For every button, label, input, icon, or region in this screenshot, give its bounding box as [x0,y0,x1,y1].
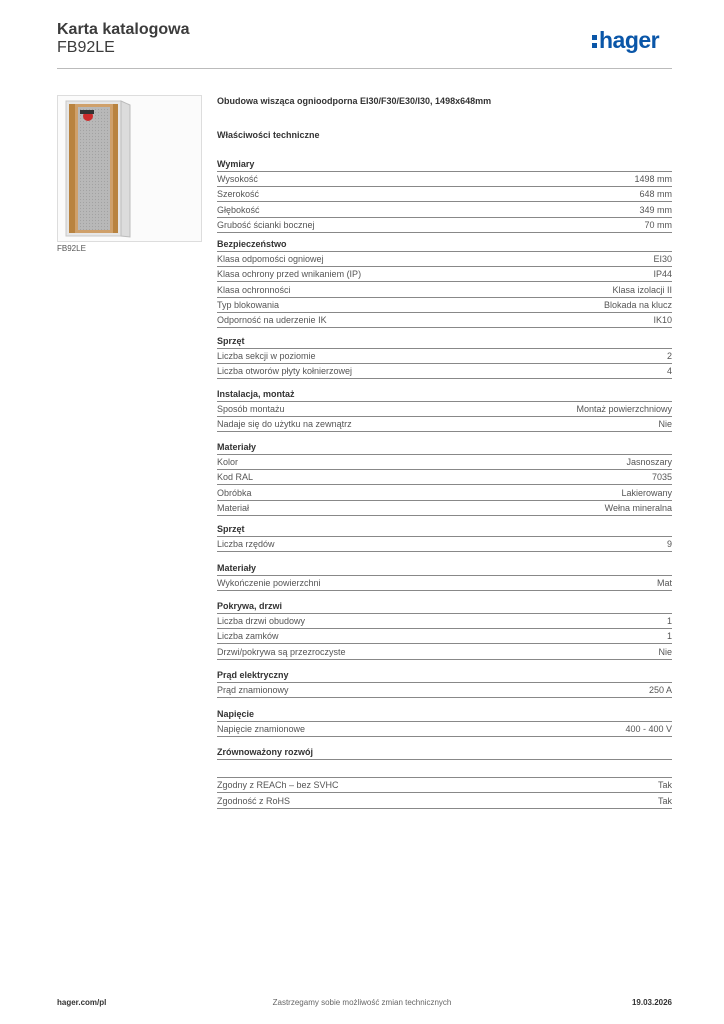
section-title: Materiały [217,561,672,576]
spec-label: Napięcie znamionowe [217,724,306,734]
footer-date: 19.03.2026 [631,998,672,1007]
section-title: Pokrywa, drzwi [217,599,672,614]
section-title: Sprzęt [217,334,672,349]
spec-label: Zgodny z REACh – bez SVHC [217,780,339,791]
spec-value: IP44 [653,269,672,280]
spec-value: Jasnoszary [626,457,672,467]
spec-row [217,402,672,417]
spec-label: Wysokość [217,174,258,184]
spec-value: 1 [666,631,672,642]
spec-value: 2 [666,351,672,361]
spec-value: 9 [666,539,672,549]
spec-value: Mat [656,578,672,588]
spec-row [217,794,672,809]
product-image [57,95,202,242]
spec-row [217,576,672,591]
spec-row [217,486,672,501]
section-title: Napięcie [217,707,672,722]
cabinet-illustration-icon [58,96,201,241]
spec-value: 648 mm [639,189,672,200]
product-description: Obudowa wisząca ognioodporna EI30/F30/E30/I30, 1498x648mm [217,96,492,106]
spec-value: 400 - 400 V [625,724,672,734]
spec-row [217,683,672,698]
spec-label: Drzwi/pokrywa są przezroczyste [217,646,346,657]
spec-row [217,313,672,328]
spec-label: Zgodność z RoHS [217,795,291,806]
spec-label: Kolor [217,457,239,467]
spec-label: Liczba rzędów [217,539,275,549]
spec-label: Klasa ochrony przed wnikaniem (IP) [217,269,362,280]
spec-row [217,267,672,282]
spec-row [217,203,672,218]
spec-row [217,778,672,793]
spec-label: Klasa odpomości ogniowej [217,254,324,264]
spec-value: 7035 [651,472,672,483]
spec-label: Nadaje się do użytku na zewnątrz [217,419,352,430]
technical-properties-heading: Właściwości techniczne [217,130,320,140]
header-divider [57,68,672,69]
spec-row [217,501,672,516]
hager-logo [592,27,659,54]
footer-website: hager.com/pl [57,998,107,1007]
spec-value: Wełna mineralna [604,502,672,513]
spec-label: Prąd znamionowy [217,685,289,695]
spec-value: Klasa izolacji II [612,284,672,295]
document-title: Karta katalogowa [57,21,190,38]
spec-label: Szerokość [217,189,260,200]
spec-label: Liczba otworów płyty kołnierzowej [217,366,353,377]
spec-label: Liczba zamków [217,631,279,642]
spec-label: Sposób montażu [217,404,285,414]
spec-value: Blokada na klucz [603,299,672,310]
spec-row [217,629,672,644]
spec-label: Liczba sekcji w poziomie [217,351,316,361]
logo-text: hager [599,27,660,53]
spec-row [217,763,672,778]
section-title: Bezpieczeństwo [217,237,672,252]
spec-label: Klasa ochronności [217,284,291,295]
section-title: Instalacja, montaż [217,387,672,402]
spec-row [217,298,672,313]
spec-label: Kod RAL [217,472,254,483]
spec-label: Typ blokowania [217,299,280,310]
spec-row [217,364,672,379]
spec-label: Odporność na uderzenie IK [217,315,327,326]
section-title: Materiały [217,440,672,455]
spec-label: Wykończenie powierzchni [217,578,321,588]
spec-value: 1498 mm [634,174,672,184]
spec-row [217,722,672,737]
spec-row [217,252,672,267]
spec-value: IK10 [653,315,672,326]
spec-value: Nie [658,419,672,430]
spec-row [217,645,672,660]
spec-value: 4 [666,366,672,377]
spec-label: Materiał [217,502,250,513]
spec-row [217,417,672,432]
spec-value: Nie [658,646,672,657]
spec-value: Lakierowany [621,487,672,498]
spec-row [217,187,672,202]
spec-row [217,218,672,233]
image-caption: FB92LE [57,244,86,253]
spec-label: Obróbka [217,487,252,498]
spec-row [217,455,672,470]
spec-row [217,470,672,485]
product-code: FB92LE [57,39,115,56]
spec-label: Grubość ścianki bocznej [217,219,315,230]
section-title: Wymiary [217,157,672,172]
spec-value: Montaż powierzchniowy [576,404,672,414]
spec-value: Tak [657,795,672,806]
footer-notice: Zastrzegamy sobie możliwość zmian technicznych [272,998,452,1007]
spec-value: EI30 [653,254,672,264]
spec-row [217,537,672,552]
spec-value: 250 A [648,685,672,695]
spec-row [217,283,672,298]
section-title: Zrównoważony rozwój [217,745,672,760]
section-title: Sprzęt [217,522,672,537]
spec-row [217,172,672,187]
spec-value: 349 mm [639,204,672,215]
spec-row [217,349,672,364]
spec-row [217,614,672,629]
logo-dots-icon [592,34,597,48]
section-title: Prąd elektryczny [217,668,672,683]
spec-value: Tak [657,780,672,791]
spec-value: 1 [666,616,672,626]
spec-value: 70 mm [644,219,672,230]
spec-label: Liczba drzwi obudowy [217,616,306,626]
spec-label: Głębokość [217,204,260,215]
